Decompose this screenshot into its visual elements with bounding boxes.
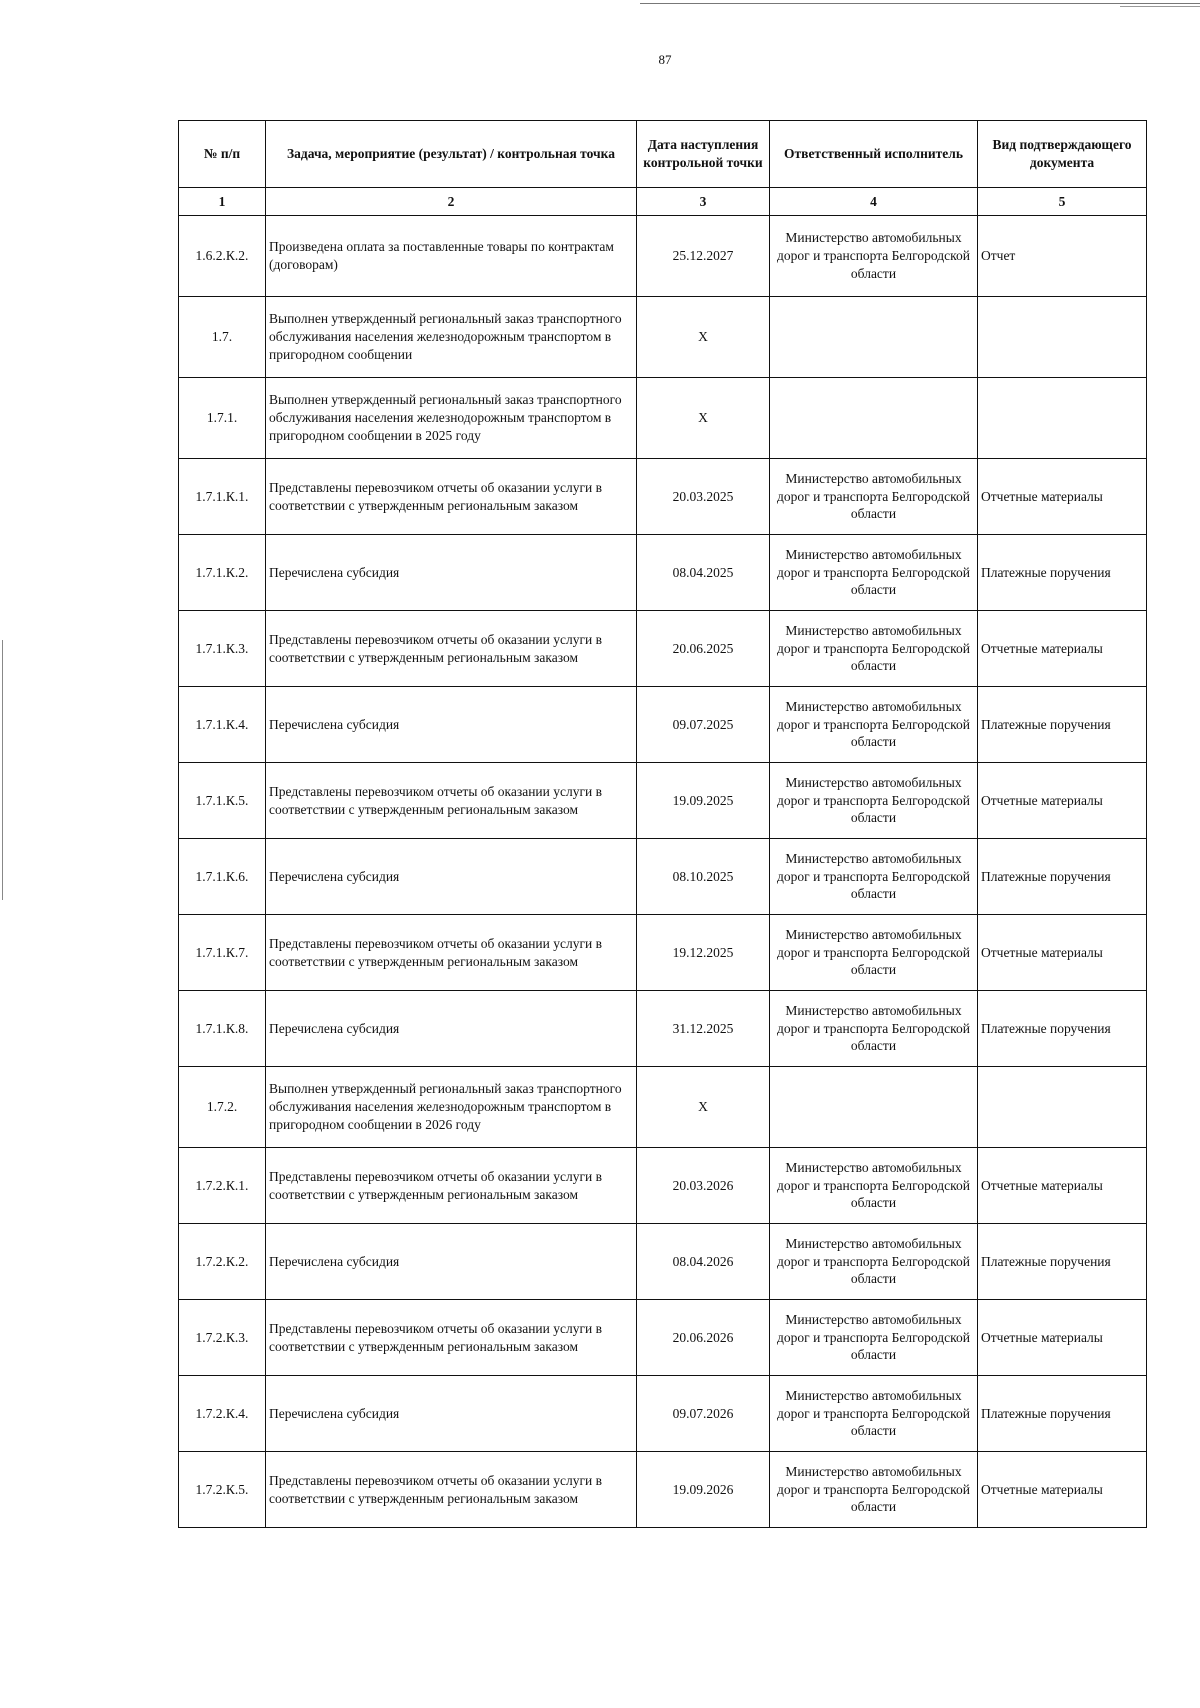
row-date: 31.12.2025 <box>637 991 770 1067</box>
row-executor: Министерство автомобильных дорог и транспорта Белгородской области <box>770 1224 978 1300</box>
row-number: 1.7.1.К.4. <box>179 687 266 763</box>
row-number: 1.7. <box>179 297 266 378</box>
row-number: 1.7.2.К.1. <box>179 1148 266 1224</box>
row-document: Отчет <box>978 216 1147 297</box>
row-date: X <box>637 297 770 378</box>
row-task: Перечислена субсидия <box>266 839 637 915</box>
row-executor <box>770 1067 978 1148</box>
row-date: 09.07.2025 <box>637 687 770 763</box>
row-document <box>978 1067 1147 1148</box>
row-date: 20.03.2025 <box>637 459 770 535</box>
row-task: Перечислена субсидия <box>266 1224 637 1300</box>
row-document <box>978 297 1147 378</box>
column-number: 3 <box>637 188 770 216</box>
row-task: Представлены перевозчиком отчеты об оказании услуги в соответствии с утвержденным региональным заказом <box>266 1452 637 1528</box>
row-task: Представлены перевозчиком отчеты об оказании услуги в соответствии с утвержденным региональным заказом <box>266 763 637 839</box>
column-number: 4 <box>770 188 978 216</box>
row-date: 20.06.2026 <box>637 1300 770 1376</box>
header-executor: Ответственный исполнитель <box>770 121 978 188</box>
row-date: 20.03.2026 <box>637 1148 770 1224</box>
row-date: 19.09.2026 <box>637 1452 770 1528</box>
table-row <box>179 297 1147 378</box>
control-points-table <box>178 120 1147 1528</box>
row-task: Перечислена субсидия <box>266 1376 637 1452</box>
row-document: Отчетные материалы <box>978 1148 1147 1224</box>
table-row <box>179 611 1147 687</box>
row-document: Отчетные материалы <box>978 459 1147 535</box>
row-task: Выполнен утвержденный региональный заказ транспортного обслуживания населения железнодорожным транспортом в пригородном сообщении в 2025 году <box>266 378 637 459</box>
row-number: 1.6.2.К.2. <box>179 216 266 297</box>
row-document: Отчетные материалы <box>978 763 1147 839</box>
row-document <box>978 378 1147 459</box>
scan-edge-line <box>640 3 1200 4</box>
row-document: Платежные поручения <box>978 991 1147 1067</box>
row-executor: Министерство автомобильных дорог и транспорта Белгородской области <box>770 535 978 611</box>
row-number: 1.7.1.К.1. <box>179 459 266 535</box>
row-document: Платежные поручения <box>978 687 1147 763</box>
table-row <box>179 915 1147 991</box>
table-row <box>179 378 1147 459</box>
scan-edge-line <box>2 640 3 900</box>
column-number-row <box>179 188 1147 216</box>
header-num: № п/п <box>179 121 266 188</box>
row-task: Представлены перевозчиком отчеты об оказании услуги в соответствии с утвержденным региональным заказом <box>266 611 637 687</box>
row-number: 1.7.1.К.7. <box>179 915 266 991</box>
row-date: 19.12.2025 <box>637 915 770 991</box>
row-document: Платежные поручения <box>978 839 1147 915</box>
table-row <box>179 763 1147 839</box>
row-executor: Министерство автомобильных дорог и транспорта Белгородской области <box>770 1452 978 1528</box>
row-date: X <box>637 378 770 459</box>
table-row <box>179 216 1147 297</box>
row-document: Отчетные материалы <box>978 1452 1147 1528</box>
row-document: Отчетные материалы <box>978 915 1147 991</box>
header-document: Вид подтверждающего документа <box>978 121 1147 188</box>
row-executor: Министерство автомобильных дорог и транспорта Белгородской области <box>770 216 978 297</box>
row-executor: Министерство автомобильных дорог и транспорта Белгородской области <box>770 915 978 991</box>
row-executor: Министерство автомобильных дорог и транспорта Белгородской области <box>770 687 978 763</box>
row-executor <box>770 297 978 378</box>
table-row <box>179 1148 1147 1224</box>
row-document: Платежные поручения <box>978 535 1147 611</box>
table-row <box>179 1376 1147 1452</box>
row-date: 25.12.2027 <box>637 216 770 297</box>
row-task: Представлены перевозчиком отчеты об оказании услуги в соответствии с утвержденным региональным заказом <box>266 459 637 535</box>
row-number: 1.7.2. <box>179 1067 266 1148</box>
row-number: 1.7.1.К.3. <box>179 611 266 687</box>
table-row <box>179 687 1147 763</box>
header-date: Дата наступления контрольной точки <box>637 121 770 188</box>
row-date: 09.07.2026 <box>637 1376 770 1452</box>
row-number: 1.7.2.К.3. <box>179 1300 266 1376</box>
row-document: Платежные поручения <box>978 1376 1147 1452</box>
row-task: Выполнен утвержденный региональный заказ транспортного обслуживания населения железнодорожным транспортом в пригородном сообщении в 2026 году <box>266 1067 637 1148</box>
row-task: Представлены перевозчиком отчеты об оказании услуги в соответствии с утвержденным региональным заказом <box>266 1300 637 1376</box>
row-number: 1.7.2.К.2. <box>179 1224 266 1300</box>
row-document: Отчетные материалы <box>978 1300 1147 1376</box>
row-document: Платежные поручения <box>978 1224 1147 1300</box>
row-number: 1.7.1.К.5. <box>179 763 266 839</box>
scan-edge-line <box>1120 6 1200 7</box>
row-executor: Министерство автомобильных дорог и транспорта Белгородской области <box>770 1376 978 1452</box>
row-number: 1.7.2.К.4. <box>179 1376 266 1452</box>
row-task: Представлены перевозчиком отчеты об оказании услуги в соответствии с утвержденным региональным заказом <box>266 1148 637 1224</box>
row-executor <box>770 378 978 459</box>
table-row <box>179 1452 1147 1528</box>
table-header-row <box>179 121 1147 188</box>
row-task: Перечислена субсидия <box>266 991 637 1067</box>
table-row <box>179 535 1147 611</box>
row-executor: Министерство автомобильных дорог и транспорта Белгородской области <box>770 1148 978 1224</box>
row-executor: Министерство автомобильных дорог и транспорта Белгородской области <box>770 991 978 1067</box>
row-task: Представлены перевозчиком отчеты об оказании услуги в соответствии с утвержденным региональным заказом <box>266 915 637 991</box>
row-task: Перечислена субсидия <box>266 535 637 611</box>
row-task: Выполнен утвержденный региональный заказ транспортного обслуживания населения железнодорожным транспортом в пригородном сообщении <box>266 297 637 378</box>
row-date: 08.04.2025 <box>637 535 770 611</box>
row-number: 1.7.1. <box>179 378 266 459</box>
row-date: 08.04.2026 <box>637 1224 770 1300</box>
row-number: 1.7.1.К.2. <box>179 535 266 611</box>
page-number: 87 <box>658 52 672 67</box>
row-executor: Министерство автомобильных дорог и транспорта Белгородской области <box>770 1300 978 1376</box>
row-date: 19.09.2025 <box>637 763 770 839</box>
column-number: 2 <box>266 188 637 216</box>
row-executor: Министерство автомобильных дорог и транспорта Белгородской области <box>770 763 978 839</box>
header-task: Задача, мероприятие (результат) / контрольная точка <box>266 121 637 188</box>
row-date: 08.10.2025 <box>637 839 770 915</box>
table-row <box>179 1300 1147 1376</box>
column-number: 5 <box>978 188 1147 216</box>
row-executor: Министерство автомобильных дорог и транспорта Белгородской области <box>770 611 978 687</box>
row-number: 1.7.1.К.8. <box>179 991 266 1067</box>
table-row <box>179 1224 1147 1300</box>
row-task: Произведена оплата за поставленные товары по контрактам (договорам) <box>266 216 637 297</box>
row-date: 20.06.2025 <box>637 611 770 687</box>
row-document: Отчетные материалы <box>978 611 1147 687</box>
table-row <box>179 1067 1147 1148</box>
row-number: 1.7.2.К.5. <box>179 1452 266 1528</box>
table-row <box>179 991 1147 1067</box>
column-number: 1 <box>179 188 266 216</box>
row-executor: Министерство автомобильных дорог и транспорта Белгородской области <box>770 459 978 535</box>
row-number: 1.7.1.К.6. <box>179 839 266 915</box>
table-row <box>179 459 1147 535</box>
row-executor: Министерство автомобильных дорог и транспорта Белгородской области <box>770 839 978 915</box>
row-task: Перечислена субсидия <box>266 687 637 763</box>
row-date: X <box>637 1067 770 1148</box>
table-row <box>179 839 1147 915</box>
